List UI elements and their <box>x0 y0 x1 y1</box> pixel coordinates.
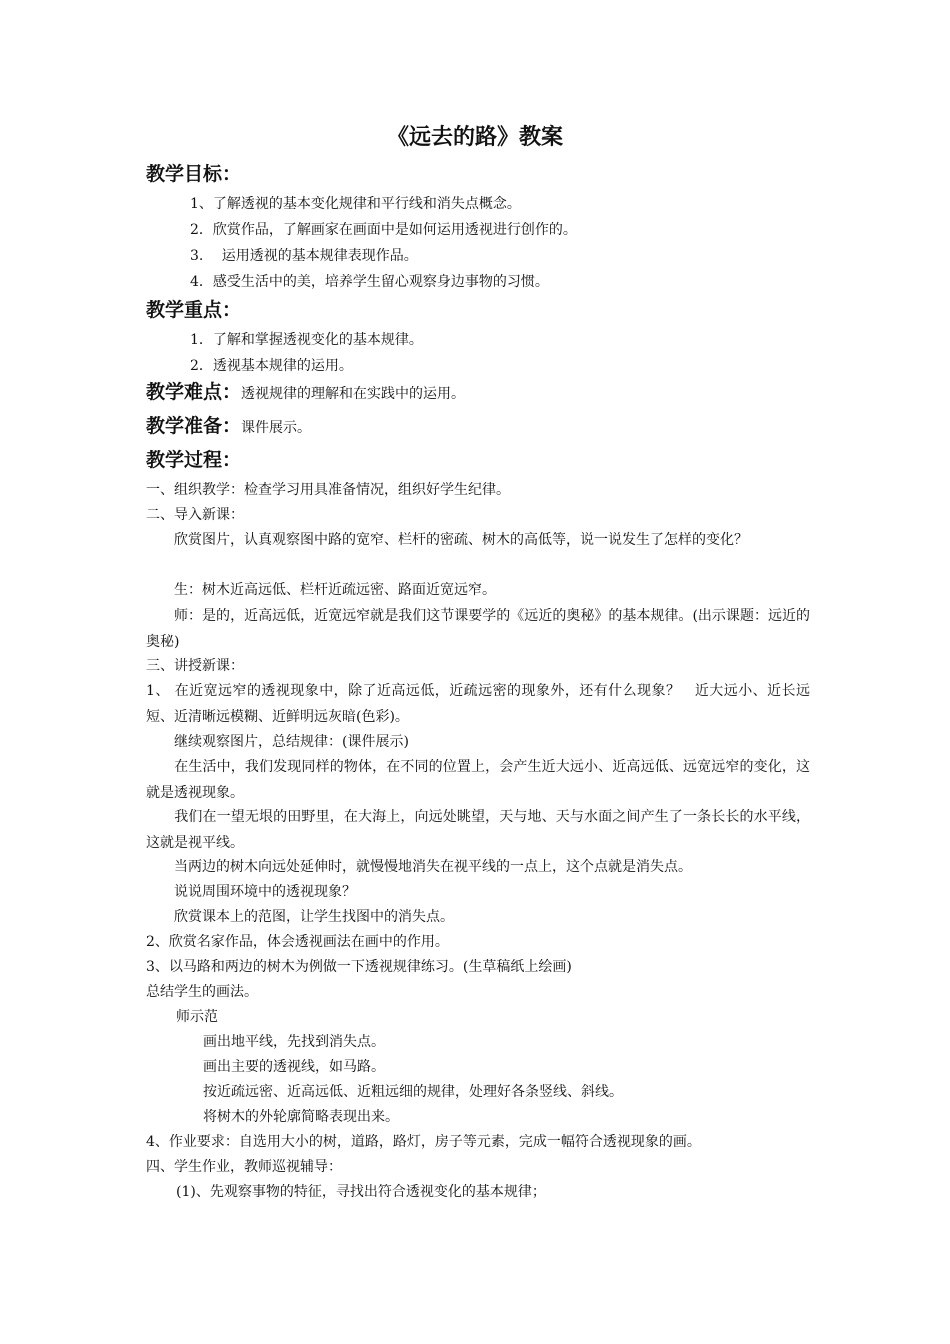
objective-item: 2．欣赏作品，了解画家在画面中是如何运用透视进行创作的。 <box>190 222 577 238</box>
process-line: 2、欣赏名家作品，体会透视画法在画中的作用。 <box>146 934 449 950</box>
difficulty-heading: 教学难点： <box>146 381 242 403</box>
key-point-item: 1．了解和掌握透视变化的基本规律。 <box>190 332 423 348</box>
objective-item: 3. 运用透视的基本规律表现作品。 <box>190 248 418 264</box>
process-line: 生：树木近高远低、栏杆近疏远密、路面近宽远窄。 <box>146 582 496 598</box>
difficulty-row <box>146 378 465 408</box>
key-point-item: 2．透视基本规律的运用。 <box>190 358 353 374</box>
process-line: 师示范 <box>176 1009 218 1025</box>
process-step: 按近疏远密、近高远低、近粗远细的规律，处理好各条竖线、斜线。 <box>203 1084 623 1100</box>
process-line: 三、讲授新课： <box>146 658 244 674</box>
process-paragraph: 我们在一望无垠的田野里，在大海上，向远处眺望，天与地、天与水面之间产生了一条长长的水平线，这就是视平线。 <box>146 809 810 851</box>
process-line: 说说周围环境中的透视现象？ <box>146 884 356 900</box>
process-paragraph: 1、 在近宽远窄的透视现象中，除了近高远低，近疏远密的现象外，还有什么现象？ 近大远小、近长远短、近清晰远模糊、近鲜明远灰暗(色彩)。 <box>146 683 810 725</box>
process-line: 二、导入新课： <box>146 507 244 523</box>
process-paragraph: 欣赏图片，认真观察图中路的宽窄、栏杆的密疏、树木的高低等，说一说发生了怎样的变化？ <box>146 532 748 548</box>
process-paragraph: 师：是的，近高远低，近宽远窄就是我们这节课要学的《远近的奥秘》的基本规律。(出示课题：远近的奥秘) <box>146 608 810 650</box>
process-step: 将树木的外轮廓简略表现出来。 <box>203 1109 399 1125</box>
objective-item: 1、了解透视的基本变化规律和平行线和消失点概念。 <box>190 196 521 212</box>
objective-item: 4．感受生活中的美，培养学生留心观察身边事物的习惯。 <box>190 274 549 290</box>
document-title: 《远去的路》教案 <box>386 125 563 150</box>
process-line: 当两边的树木向远处延伸时，就慢慢地消失在视平线的一点上，这个点就是消失点。 <box>146 859 692 875</box>
preparation-row <box>146 412 311 442</box>
process-step: 画出地平线，先找到消失点。 <box>203 1034 385 1050</box>
process-line: 四、学生作业，教师巡视辅导： <box>146 1159 342 1175</box>
difficulty-text: 透视规律的理解和在实践中的运用。 <box>241 386 466 402</box>
process-line: 4、作业要求：自选用大小的树，道路，路灯，房子等元素，完成一幅符合透视现象的画。 <box>146 1134 701 1150</box>
process-line: (1)、先观察事物的特征，寻找出符合透视变化的基本规律； <box>176 1184 546 1200</box>
preparation-heading: 教学准备： <box>146 415 242 437</box>
process-line: 一、组织教学：检查学习用具准备情况，组织好学生纪律。 <box>146 482 510 498</box>
process-line: 3、以马路和两边的树木为例做一下透视规律练习。(生草稿纸上绘画) <box>146 959 572 975</box>
process-heading: 教学过程： <box>146 449 242 471</box>
process-line: 欣赏课本上的范图，让学生找图中的消失点。 <box>146 909 454 925</box>
process-line: 继续观察图片，总结规律：(课件展示) <box>146 734 409 750</box>
key-points-heading: 教学重点： <box>146 299 242 321</box>
process-step: 画出主要的透视线，如马路。 <box>203 1059 385 1075</box>
process-line: 总结学生的画法。 <box>146 984 258 1000</box>
process-paragraph: 在生活中，我们发现同样的物体，在不同的位置上，会产生近大远小、近高远低、远宽远窄的变化，这就是透视现象。 <box>146 759 810 801</box>
objectives-heading: 教学目标： <box>146 163 242 185</box>
preparation-text: 课件展示。 <box>241 420 312 436</box>
